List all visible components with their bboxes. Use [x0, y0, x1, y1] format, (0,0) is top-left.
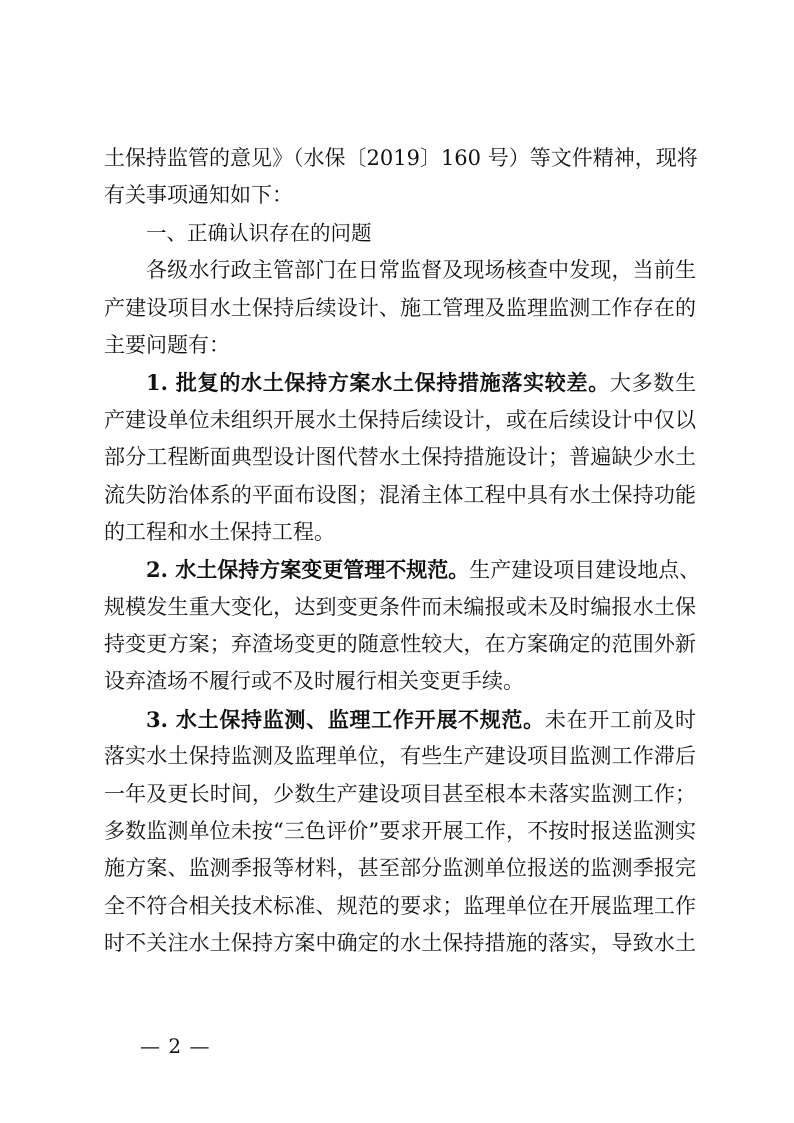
item3-line-6: 全不符合相关技术标准、规范的要求；监理单位在开展监理工作: [104, 893, 696, 918]
page-number: — 2 —: [140, 1034, 211, 1058]
section-para-line-2: 产建设项目水土保持后续设计、施工管理及监理监测工作存在的: [104, 295, 696, 320]
item3-line-1: [104, 701, 696, 738]
item1-line-1: [104, 364, 696, 401]
item1-line-2: 产建设单位未组织开展水土保持后续设计，或在后续设计中仅以: [104, 407, 696, 432]
item3-title: 3. 水土保持监测、监理工作开展不规范。: [146, 706, 545, 732]
item3-line-7: 时不关注水土保持方案中确定的水土保持措施的落实，导致水土: [104, 931, 696, 956]
item2-line-1-rest: 生产建设项目建设地点、: [469, 558, 701, 583]
item1-line-1-rest: 大多数生: [609, 371, 697, 396]
item1-title: 1. 批复的水土保持方案水土保持措施落实较差。: [146, 370, 610, 396]
intro-line-2: 有关事项通知如下：: [104, 183, 293, 208]
item3-line-2: 落实水土保持监测及监理单位，有些生产建设项目监测工作滞后: [104, 744, 696, 769]
item3-line-3: 一年及更长时间，少数生产建设项目甚至根本未落实监测工作；: [104, 781, 696, 806]
item2-line-2: 规模发生重大变化，达到变更条件而未编报或未及时编报水土保: [104, 594, 696, 619]
item2-line-4: 设弃渣场不履行或不及时履行相关变更手续。: [104, 669, 524, 694]
item3-line-1-rest: 未在开工前及时: [544, 707, 697, 732]
intro-line-1: 土保持监管的意见》（水保〔2019〕160 号）等文件精神，现将: [104, 146, 698, 170]
item2-line-1: [104, 551, 701, 588]
section-para-line-1: 各级水行政主管部门在日常监督及现场核查中发现，当前生: [146, 258, 696, 283]
section-heading: 一、正确认识存在的问题: [146, 220, 372, 245]
item2-title: 2. 水土保持方案变更管理不规范。: [146, 557, 470, 583]
item1-line-4: 流失防治体系的平面布设图；混淆主体工程中具有水土保持功能: [104, 482, 696, 507]
item1-line-3: 部分工程断面典型设计图代替水土保持措施设计；普遍缺少水土: [104, 445, 696, 470]
item3-line-4: 多数监测单位未按“三色评价”要求开展工作，不按时报送监测实: [104, 819, 696, 844]
item1-line-5: 的工程和水土保持工程。: [104, 519, 335, 544]
item3-line-5: 施方案、监测季报等材料，甚至部分监测单位报送的监测季报完: [104, 856, 696, 881]
item2-line-3: 持变更方案；弃渣场变更的随意性较大，在方案确定的范围外新: [104, 632, 696, 657]
section-para-line-3: 主要问题有：: [104, 332, 230, 357]
document-body: [104, 140, 701, 963]
